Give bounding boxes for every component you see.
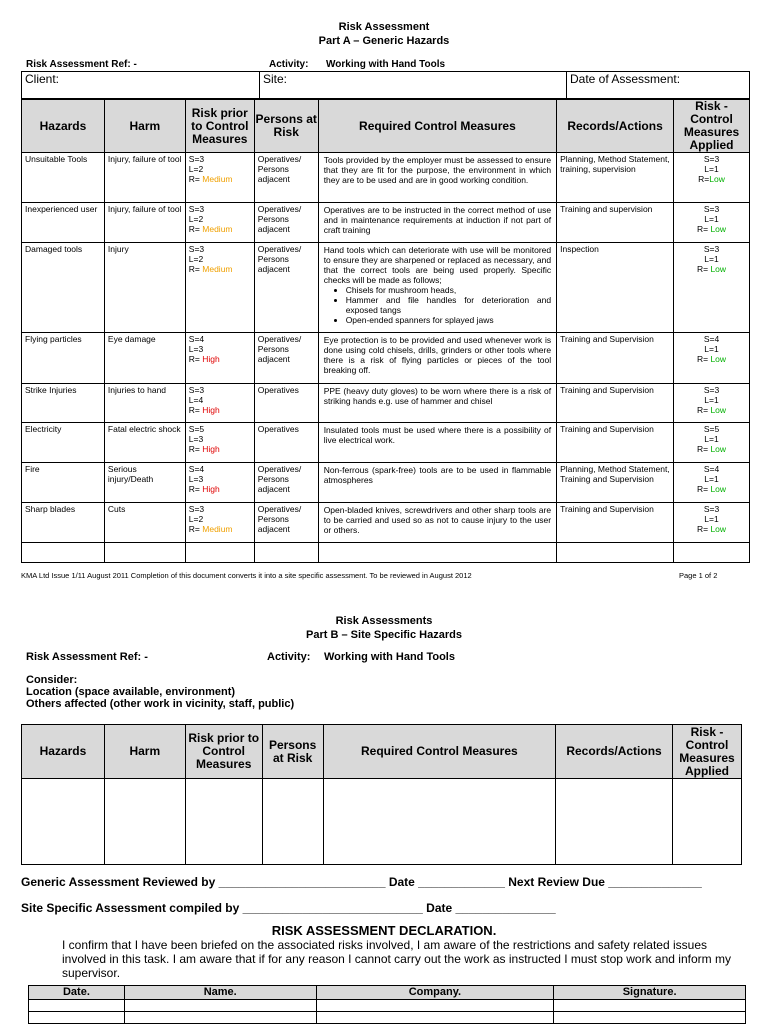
persons-cell: Operatives/ Persons adjacent — [254, 503, 318, 543]
risk-prior-cell — [185, 203, 254, 243]
likelihood-value: L=3 — [188, 344, 204, 354]
likelihood-value: L=3 — [188, 434, 204, 444]
blank-cell[interactable] — [104, 779, 185, 865]
risk-rating — [676, 264, 747, 274]
blank-cell[interactable] — [22, 779, 105, 865]
records-cell: Training and supervision — [557, 203, 674, 243]
control-measures-text: Insulated tools must be used where there is a possibility of live electrical work. — [323, 425, 552, 445]
hazard-cell: Sharp blades — [22, 503, 105, 543]
severity-value: S=3 — [188, 504, 205, 514]
col-persons: Persons at Risk — [254, 100, 318, 153]
severity-value: S=3 — [703, 154, 720, 164]
blank-cell[interactable] — [262, 779, 323, 865]
col-risk-prior: Risk prior to Control Measures — [185, 100, 254, 153]
records-cell: Inspection — [557, 243, 674, 333]
severity-value: S=3 — [188, 385, 205, 395]
likelihood-value: L=3 — [188, 474, 204, 484]
severity-value: S=3 — [703, 385, 720, 395]
likelihood-value: L=2 — [188, 254, 204, 264]
likelihood-value: L=1 — [704, 434, 719, 444]
risk-prefix: R= — [188, 444, 203, 454]
records-cell: Training and Supervision — [557, 333, 674, 384]
risk-applied-cell — [674, 333, 750, 384]
severity-value: S=3 — [188, 244, 205, 254]
severity-value: S=3 — [703, 504, 720, 514]
risk-level: High — [202, 444, 220, 454]
likelihood-value: L=2 — [188, 164, 204, 174]
likelihood-value: L=1 — [704, 474, 719, 484]
severity-value: S=3 — [188, 154, 205, 164]
risk-rating — [189, 354, 251, 364]
part-a-activity-value: Working with Hand Tools — [326, 59, 446, 70]
harm-cell: Injuries to hand — [104, 384, 185, 423]
risk-applied-cell — [674, 203, 750, 243]
hazard-cell: Fire — [22, 463, 105, 503]
risk-rating — [189, 444, 251, 454]
risk-rating — [676, 354, 747, 364]
table-row[interactable] — [22, 779, 742, 865]
sig-col-date: Date. — [29, 986, 125, 1000]
likelihood-value: L=2 — [188, 514, 204, 524]
likelihood-value: L=1 — [704, 514, 719, 524]
persons-cell: Operatives/ Persons adjacent — [254, 243, 318, 333]
risk-prefix: R= — [696, 224, 711, 234]
risk-level: High — [202, 354, 220, 364]
risk-prefix: R= — [696, 354, 711, 364]
risk-prior-cell — [185, 463, 254, 503]
risk-rating — [189, 264, 251, 274]
signature-row[interactable] — [29, 1000, 746, 1012]
part-a-info-table — [21, 71, 750, 99]
risk-level: High — [202, 405, 220, 415]
signature-row[interactable] — [29, 1012, 746, 1024]
severity-value: S=4 — [188, 334, 205, 344]
list-item: • Chisels for mushroom heads, — [346, 285, 551, 295]
declaration-text: I confirm that I have been briefed on the associated risks involved, I am aware of the restrictions and safety related issues involved in this task. I am aware that if for any reason I cannot carry out the work as instructed I must stop work and inform my supervisor. — [62, 938, 731, 980]
risk-rating — [676, 174, 747, 184]
records-cell: Planning, Method Statement, training, supervision — [557, 153, 674, 203]
risk-level: Low — [710, 524, 727, 534]
sig-date-cell[interactable] — [29, 1012, 125, 1024]
records-cell: Training and Supervision — [557, 384, 674, 423]
control-measures-cell — [318, 503, 556, 543]
control-measures-text: Operatives are to be instructed in the correct method of use and in maintenance requirements at induction if not part of craft training — [323, 205, 552, 235]
severity-value: S=4 — [188, 464, 205, 474]
severity-value: S=3 — [188, 204, 205, 214]
risk-level: Low — [710, 405, 727, 415]
col-risk-applied: Risk - Control Measures Applied — [672, 725, 741, 779]
part-a-title: Risk Assessment — [338, 21, 430, 33]
table-row — [22, 203, 750, 243]
risk-rating — [676, 444, 747, 454]
risk-prefix: R= — [696, 264, 711, 274]
severity-value: S=4 — [703, 464, 720, 474]
col-persons: Persons at Risk — [262, 725, 323, 779]
control-measures-cell — [318, 203, 556, 243]
blank-cell[interactable] — [556, 779, 673, 865]
sig-signature-cell[interactable] — [554, 1012, 746, 1024]
control-measures-text: Eye protection is to be provided and used whenever work is done using cold chisels, drills, grinders or other tools where there is a risk of flying particles or pieces of the tool breaking off. — [323, 335, 552, 375]
severity-value: S=5 — [703, 424, 720, 434]
risk-prefix: R= — [188, 264, 203, 274]
blank-cell[interactable] — [185, 779, 262, 865]
persons-cell: Operatives — [254, 384, 318, 423]
risk-rating — [676, 484, 747, 494]
reviewed-by-line[interactable]: Generic Assessment Reviewed by _________________________ Date _____________ Next Review Due ______________ — [21, 875, 702, 889]
severity-value: S=3 — [703, 204, 720, 214]
hazard-cell: Unsuitable Tools — [22, 153, 105, 203]
blank-cell[interactable] — [672, 779, 741, 865]
likelihood-value: L=1 — [704, 254, 719, 264]
site-field[interactable]: Site: — [260, 72, 567, 99]
col-control-measures: Required Control Measures — [323, 725, 555, 779]
check-list — [324, 285, 551, 325]
sig-date-cell[interactable] — [29, 1000, 125, 1012]
risk-prior-cell — [185, 384, 254, 423]
control-measures-text: PPE (heavy duty gloves) to be worn where there is a risk of striking hands e.g. use of hammer and chisel — [323, 386, 552, 406]
risk-prior-cell — [185, 423, 254, 463]
sig-col-signature: Signature. — [554, 986, 746, 1000]
risk-level: High — [202, 484, 220, 494]
table-row — [22, 423, 750, 463]
col-records: Records/Actions — [557, 100, 674, 153]
risk-applied-cell — [674, 463, 750, 503]
hazard-cell: Flying particles — [22, 333, 105, 384]
risk-prior-cell — [185, 333, 254, 384]
control-measures-cell — [318, 384, 556, 423]
risk-level: Low — [710, 264, 727, 274]
risk-prefix: R= — [698, 174, 710, 184]
harm-cell: Eye damage — [104, 333, 185, 384]
risk-level: Low — [709, 174, 725, 184]
compiled-by-line[interactable]: Site Specific Assessment compiled by ___________________________ Date _______________ — [21, 901, 556, 915]
col-risk-applied: Risk - Control Measures Applied — [674, 100, 750, 153]
part-b-title: Risk Assessments — [335, 615, 433, 627]
risk-rating — [189, 174, 251, 184]
part-b-hazard-table — [21, 724, 742, 865]
hazard-cell: Electricity — [22, 423, 105, 463]
risk-rating — [189, 405, 251, 415]
control-measures-cell — [318, 463, 556, 503]
table-row — [22, 384, 750, 423]
sig-name-cell[interactable] — [124, 1000, 316, 1012]
consider-others: Others affected (other work in vicinity, staff, public) — [26, 698, 295, 710]
records-cell: Training and Supervision — [557, 423, 674, 463]
risk-prefix: R= — [188, 405, 203, 415]
risk-rating — [189, 484, 251, 494]
hazard-cell: Damaged tools — [22, 243, 105, 333]
persons-cell: Operatives/ Persons adjacent — [254, 153, 318, 203]
persons-cell: Operatives/ Persons adjacent — [254, 463, 318, 503]
risk-prefix: R= — [188, 524, 203, 534]
col-harm: Harm — [104, 100, 185, 153]
risk-applied-cell — [674, 243, 750, 333]
risk-prefix: R= — [188, 354, 203, 364]
likelihood-value: L=1 — [704, 395, 719, 405]
table-row — [22, 463, 750, 503]
risk-level: Low — [710, 224, 727, 234]
control-measures-cell — [318, 423, 556, 463]
likelihood-value: L=1 — [704, 164, 719, 174]
table-row — [22, 333, 750, 384]
control-measures-text: Hand tools which can deteriorate with use will be monitored to ensure they are sharpened or replaced as necessary, and that the correct tools are being used properly. Specific checks will be made as follows; — [323, 245, 552, 285]
part-a-activity-label: Activity: — [269, 59, 309, 70]
consider-location: Location (space available, environment) — [26, 686, 236, 698]
hazard-cell: Strike Injuries — [22, 384, 105, 423]
sig-name-cell[interactable] — [124, 1012, 316, 1024]
harm-cell: Injury, failure of tool — [104, 203, 185, 243]
risk-prefix: R= — [696, 484, 711, 494]
risk-level: Low — [710, 444, 727, 454]
sig-company-cell[interactable] — [316, 1012, 554, 1024]
risk-level: Low — [710, 484, 727, 494]
part-a-ref: Risk Assessment Ref: - — [26, 59, 137, 70]
consider-heading: Consider: — [26, 674, 78, 686]
harm-cell: Cuts — [104, 503, 185, 543]
part-b-activity-label: Activity: — [267, 651, 311, 663]
part-b-activity-value: Working with Hand Tools — [324, 651, 455, 663]
page-number: Page 1 of 2 — [679, 571, 718, 580]
blank-cell[interactable] — [323, 779, 555, 865]
risk-prefix: R= — [696, 524, 711, 534]
table-row — [22, 243, 750, 333]
part-a-subtitle: Part A – Generic Hazards — [318, 35, 450, 47]
control-measures-text: Non-ferrous (spark-free) tools are to be used in flammable atmospheres — [323, 465, 552, 485]
part-a-hazard-table — [21, 99, 750, 563]
list-item: • Hammer and file handles for deterioration and exposed tangs — [346, 295, 551, 315]
table-row — [22, 153, 750, 203]
risk-prefix: R= — [696, 405, 711, 415]
risk-level: Low — [710, 354, 727, 364]
records-cell: Training and Supervision — [557, 503, 674, 543]
severity-value: S=4 — [703, 334, 720, 344]
risk-rating — [676, 224, 747, 234]
client-field[interactable]: Client: — [22, 72, 260, 99]
control-measures-text: Tools provided by the employer must be assessed to ensure that they are fit for the purpose, the environment in which they are to be used and are in good working condition. — [323, 155, 552, 185]
likelihood-value: L=1 — [704, 344, 719, 354]
hazard-cell: Inexperienced user — [22, 203, 105, 243]
severity-value: S=5 — [188, 424, 205, 434]
risk-level: Medium — [202, 174, 233, 184]
risk-applied-cell — [674, 384, 750, 423]
declaration-title: RISK ASSESSMENT DECLARATION. — [271, 923, 497, 938]
likelihood-value: L=1 — [704, 214, 719, 224]
risk-prior-cell — [185, 153, 254, 203]
table-row — [22, 503, 750, 543]
risk-level: Medium — [202, 524, 233, 534]
col-harm: Harm — [104, 725, 185, 779]
risk-applied-cell — [674, 153, 750, 203]
harm-cell: Fatal electric shock — [104, 423, 185, 463]
persons-cell: Operatives — [254, 423, 318, 463]
risk-level: Medium — [202, 264, 233, 274]
risk-prefix: R= — [188, 224, 203, 234]
col-control-measures: Required Control Measures — [318, 100, 556, 153]
list-item: • Open-ended spanners for splayed jaws — [346, 315, 551, 325]
risk-prefix: R= — [188, 174, 203, 184]
risk-rating — [189, 224, 251, 234]
sig-signature-cell[interactable] — [554, 1000, 746, 1012]
col-hazards: Hazards — [22, 725, 105, 779]
table-row — [22, 543, 750, 563]
signature-table — [28, 985, 746, 1024]
footer-note: KMA Ltd Issue 1/11 August 2011 Completion of this document converts it into a site specific assessment. To be reviewed in August 2012 — [21, 571, 472, 580]
date-of-assessment-field[interactable]: Date of Assessment: — [567, 72, 750, 99]
control-measures-cell — [318, 243, 556, 333]
col-records: Records/Actions — [556, 725, 673, 779]
persons-cell: Operatives/ Persons adjacent — [254, 333, 318, 384]
risk-prior-cell — [185, 243, 254, 333]
harm-cell: Serious injury/Death — [104, 463, 185, 503]
harm-cell: Injury — [104, 243, 185, 333]
risk-rating — [676, 524, 747, 534]
risk-prior-cell — [185, 503, 254, 543]
risk-level: Medium — [202, 224, 233, 234]
part-b-subtitle: Part B – Site Specific Hazards — [306, 629, 462, 641]
likelihood-value: L=4 — [188, 395, 204, 405]
records-cell: Planning, Method Statement, Training and Supervision — [557, 463, 674, 503]
risk-rating — [189, 524, 251, 534]
risk-rating — [676, 405, 747, 415]
persons-cell: Operatives/ Persons adjacent — [254, 203, 318, 243]
severity-value: S=3 — [703, 244, 720, 254]
control-measures-cell — [318, 333, 556, 384]
sig-col-company: Company. — [316, 986, 554, 1000]
part-b-ref: Risk Assessment Ref: - — [26, 651, 148, 663]
risk-prefix: R= — [188, 484, 203, 494]
col-hazards: Hazards — [22, 100, 105, 153]
likelihood-value: L=2 — [188, 214, 204, 224]
sig-company-cell[interactable] — [316, 1000, 554, 1012]
risk-applied-cell — [674, 503, 750, 543]
risk-applied-cell — [674, 423, 750, 463]
col-risk-prior: Risk prior to Control Measures — [185, 725, 262, 779]
harm-cell: Injury, failure of tool — [104, 153, 185, 203]
sig-col-name: Name. — [124, 986, 316, 1000]
risk-prefix: R= — [696, 444, 711, 454]
control-measures-text: Open-bladed knives, screwdrivers and other sharp tools are to be carried and used so as not to cause injury to the user or others. — [323, 505, 552, 535]
control-measures-cell — [318, 153, 556, 203]
